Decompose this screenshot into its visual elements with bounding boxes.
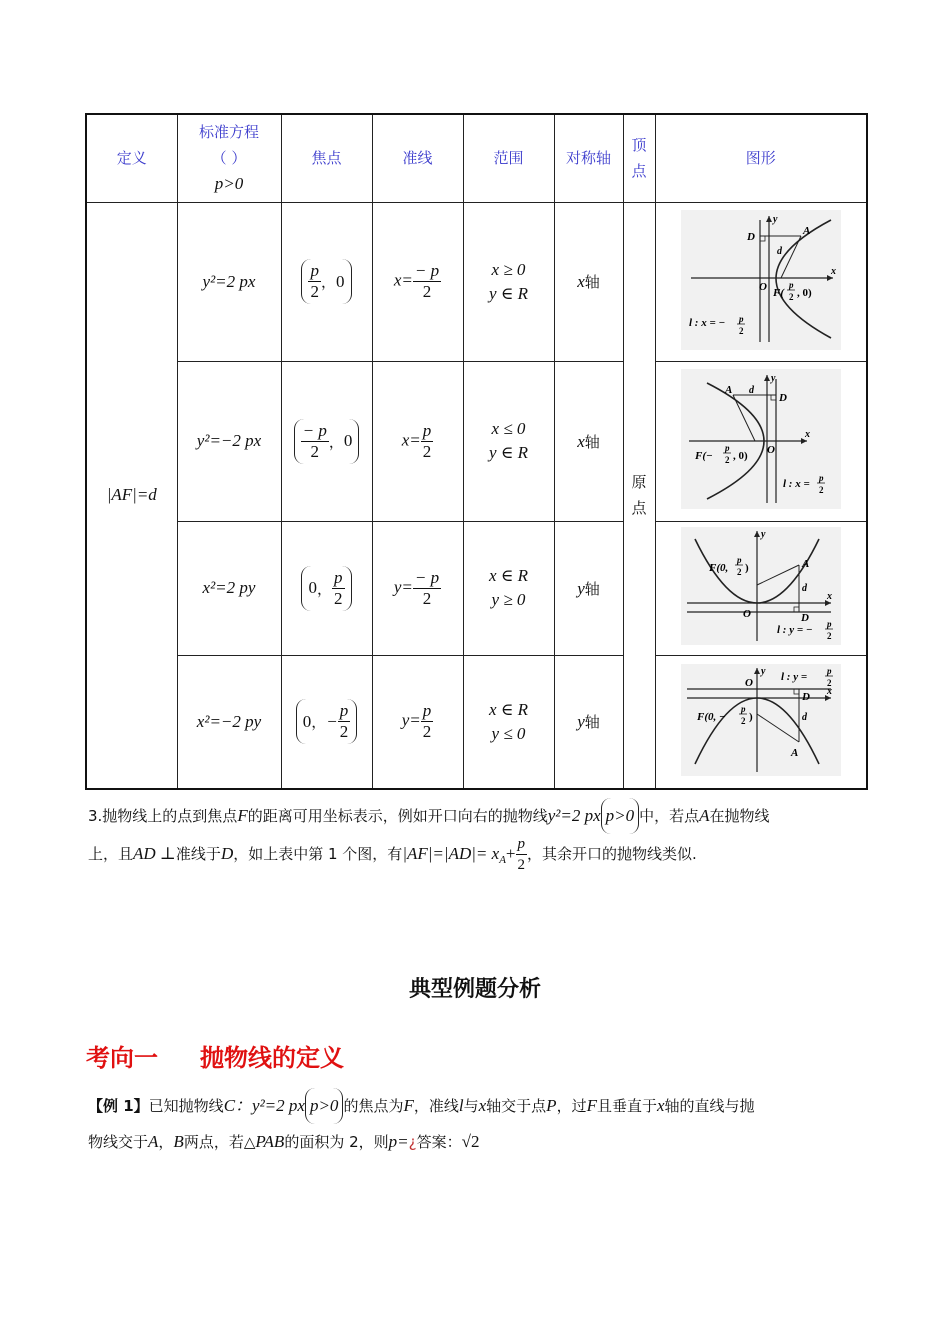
svg-text:O: O bbox=[744, 676, 753, 689]
svg-text:2: 2 bbox=[738, 325, 744, 336]
svg-text:p: p bbox=[736, 555, 742, 565]
answer-value: √2 bbox=[461, 1132, 480, 1151]
svg-text:p: p bbox=[826, 665, 832, 676]
note-paragraph: 3.抛物线上的点到焦点F的距离可用坐标表示，例如开口向右的抛物线y²=2 px p>0 中，若点A在抛物线 上，且AD ⊥准线于D，如上表中第 1 个图，有$|AF|=|AD|= x_A+$ $\frac{p}{2}$ ，其余开口的抛物线类似. bbox=[88, 798, 868, 878]
svg-text:l : y =: l : y = bbox=[780, 670, 807, 683]
label-y: y bbox=[772, 213, 778, 225]
topic-heading: 考向一 抛物线的定义 bbox=[86, 1044, 344, 1072]
svg-text:p: p bbox=[826, 619, 832, 629]
svg-text:F(0, −: F(0, − bbox=[696, 710, 726, 723]
table-row bbox=[86, 361, 867, 521]
svg-text:l : x =: l : x = bbox=[782, 478, 810, 490]
table-row bbox=[86, 655, 867, 789]
label-x: x bbox=[830, 265, 836, 277]
range-cell: x ≥ 0 y ∈ R bbox=[463, 202, 554, 361]
focus-cell: 0 ， − $\frac{p}{2}$ bbox=[281, 655, 372, 789]
label-d: d bbox=[776, 245, 782, 257]
header-axis: 对称轴 bbox=[554, 114, 623, 202]
svg-text:, 0): , 0) bbox=[796, 286, 812, 299]
directrix-cell: y= $\frac{- p}{2}$ bbox=[372, 521, 463, 655]
svg-text:, 0): , 0) bbox=[732, 450, 748, 462]
svg-text:A: A bbox=[801, 558, 810, 570]
table-row bbox=[86, 521, 867, 655]
header-vertex: 顶 点 bbox=[623, 114, 655, 202]
svg-text:2: 2 bbox=[826, 677, 832, 688]
svg-text:): ) bbox=[748, 710, 753, 723]
axis-cell: x轴 bbox=[554, 361, 623, 521]
equation-cell: y²=2 px bbox=[177, 202, 281, 361]
figure-cell bbox=[655, 655, 867, 789]
header-focus: 焦点 bbox=[281, 114, 372, 202]
svg-text:2: 2 bbox=[826, 631, 832, 641]
svg-text:p: p bbox=[788, 279, 794, 290]
svg-text:D: D bbox=[778, 392, 787, 404]
svg-text:d: d bbox=[748, 385, 754, 396]
equation-cell: y²=−2 px bbox=[177, 361, 281, 521]
parabola-right-figure bbox=[681, 210, 841, 350]
svg-text:2: 2 bbox=[724, 455, 730, 465]
parabola-left-figure bbox=[681, 369, 841, 509]
range-cell: x ∈ R y ≥ 0 bbox=[463, 521, 554, 655]
header-standard-equation: 标准方程 （ ） p>0 bbox=[177, 114, 281, 202]
axis-cell: y轴 bbox=[554, 521, 623, 655]
parabola-table bbox=[85, 113, 868, 790]
svg-text:p: p bbox=[738, 313, 744, 324]
label-directrix: l : x = − bbox=[688, 316, 725, 329]
directrix-cell: y= $\frac{p}{2}$ bbox=[372, 655, 463, 789]
directrix-cell: x= $\frac{p}{2}$ bbox=[372, 361, 463, 521]
figure-cell bbox=[655, 361, 867, 521]
header-figure: 图形 bbox=[655, 114, 867, 202]
focus-cell: $\frac{- p}{2}$ ， 0 bbox=[281, 361, 372, 521]
svg-text:x: x bbox=[826, 685, 832, 697]
axis-cell: y轴 bbox=[554, 655, 623, 789]
svg-text:2: 2 bbox=[818, 485, 824, 495]
label-a: A bbox=[802, 224, 811, 237]
example-1: 【例 1】已知抛物线C：y²=2 px p>0 的焦点为F，准线l与x轴交于点P，过F且垂直于x轴的直线与抛 物线交于A，B两点，若△PAB的面积为 2，则p=¿答案：√2 bbox=[88, 1088, 868, 1160]
table-row bbox=[86, 202, 867, 361]
figure-cell bbox=[655, 521, 867, 655]
svg-text:2: 2 bbox=[788, 291, 794, 302]
label-f: F( bbox=[772, 286, 784, 299]
figure-cell bbox=[655, 202, 867, 361]
svg-text:O: O bbox=[766, 444, 775, 456]
svg-text:A: A bbox=[724, 384, 733, 396]
svg-text:y: y bbox=[760, 665, 766, 677]
label-o: O bbox=[758, 280, 767, 293]
directrix-cell: x= $\frac{- p}{2}$ bbox=[372, 202, 463, 361]
svg-text:D: D bbox=[800, 612, 809, 624]
svg-text:d: d bbox=[801, 711, 807, 723]
svg-text:p: p bbox=[724, 443, 730, 453]
svg-text:O: O bbox=[742, 608, 751, 620]
svg-text:D: D bbox=[801, 690, 810, 703]
vertex-cell: 原 点 bbox=[623, 202, 655, 789]
header-row bbox=[86, 114, 867, 202]
focus-cell: $\frac{p}{2}$ ， 0 bbox=[281, 202, 372, 361]
svg-text:l : y = −: l : y = − bbox=[776, 624, 813, 636]
svg-text:F(−: F(− bbox=[694, 450, 713, 462]
svg-text:p: p bbox=[740, 703, 746, 714]
svg-text:A: A bbox=[790, 746, 799, 759]
svg-text:2: 2 bbox=[736, 567, 742, 577]
equation-cell: x²=−2 py bbox=[177, 655, 281, 789]
label-d-point: D bbox=[746, 230, 755, 243]
range-cell: x ∈ R y ≤ 0 bbox=[463, 655, 554, 789]
header-directrix: 准线 bbox=[372, 114, 463, 202]
svg-text:p: p bbox=[818, 473, 824, 483]
svg-text:2: 2 bbox=[740, 715, 746, 726]
svg-text:y: y bbox=[760, 529, 766, 540]
definition-cell: |AF|=d bbox=[86, 202, 177, 789]
svg-text:y: y bbox=[770, 373, 776, 384]
header-range: 范围 bbox=[463, 114, 554, 202]
parabola-down-figure bbox=[681, 664, 841, 776]
svg-text:): ) bbox=[744, 562, 749, 574]
svg-text:x: x bbox=[804, 429, 810, 440]
svg-text:F(0,: F(0, bbox=[708, 562, 728, 574]
svg-text:x: x bbox=[826, 591, 832, 602]
focus-cell: 0 ， $\frac{p}{2}$ bbox=[281, 521, 372, 655]
section-title: 典型例题分析 bbox=[408, 977, 541, 1002]
range-cell: x ≤ 0 y ∈ R bbox=[463, 361, 554, 521]
parabola-up-figure bbox=[681, 527, 841, 645]
equation-cell: x²=2 py bbox=[177, 521, 281, 655]
header-definition: 定义 bbox=[86, 114, 177, 202]
svg-text:d: d bbox=[801, 583, 807, 594]
axis-cell: x轴 bbox=[554, 202, 623, 361]
